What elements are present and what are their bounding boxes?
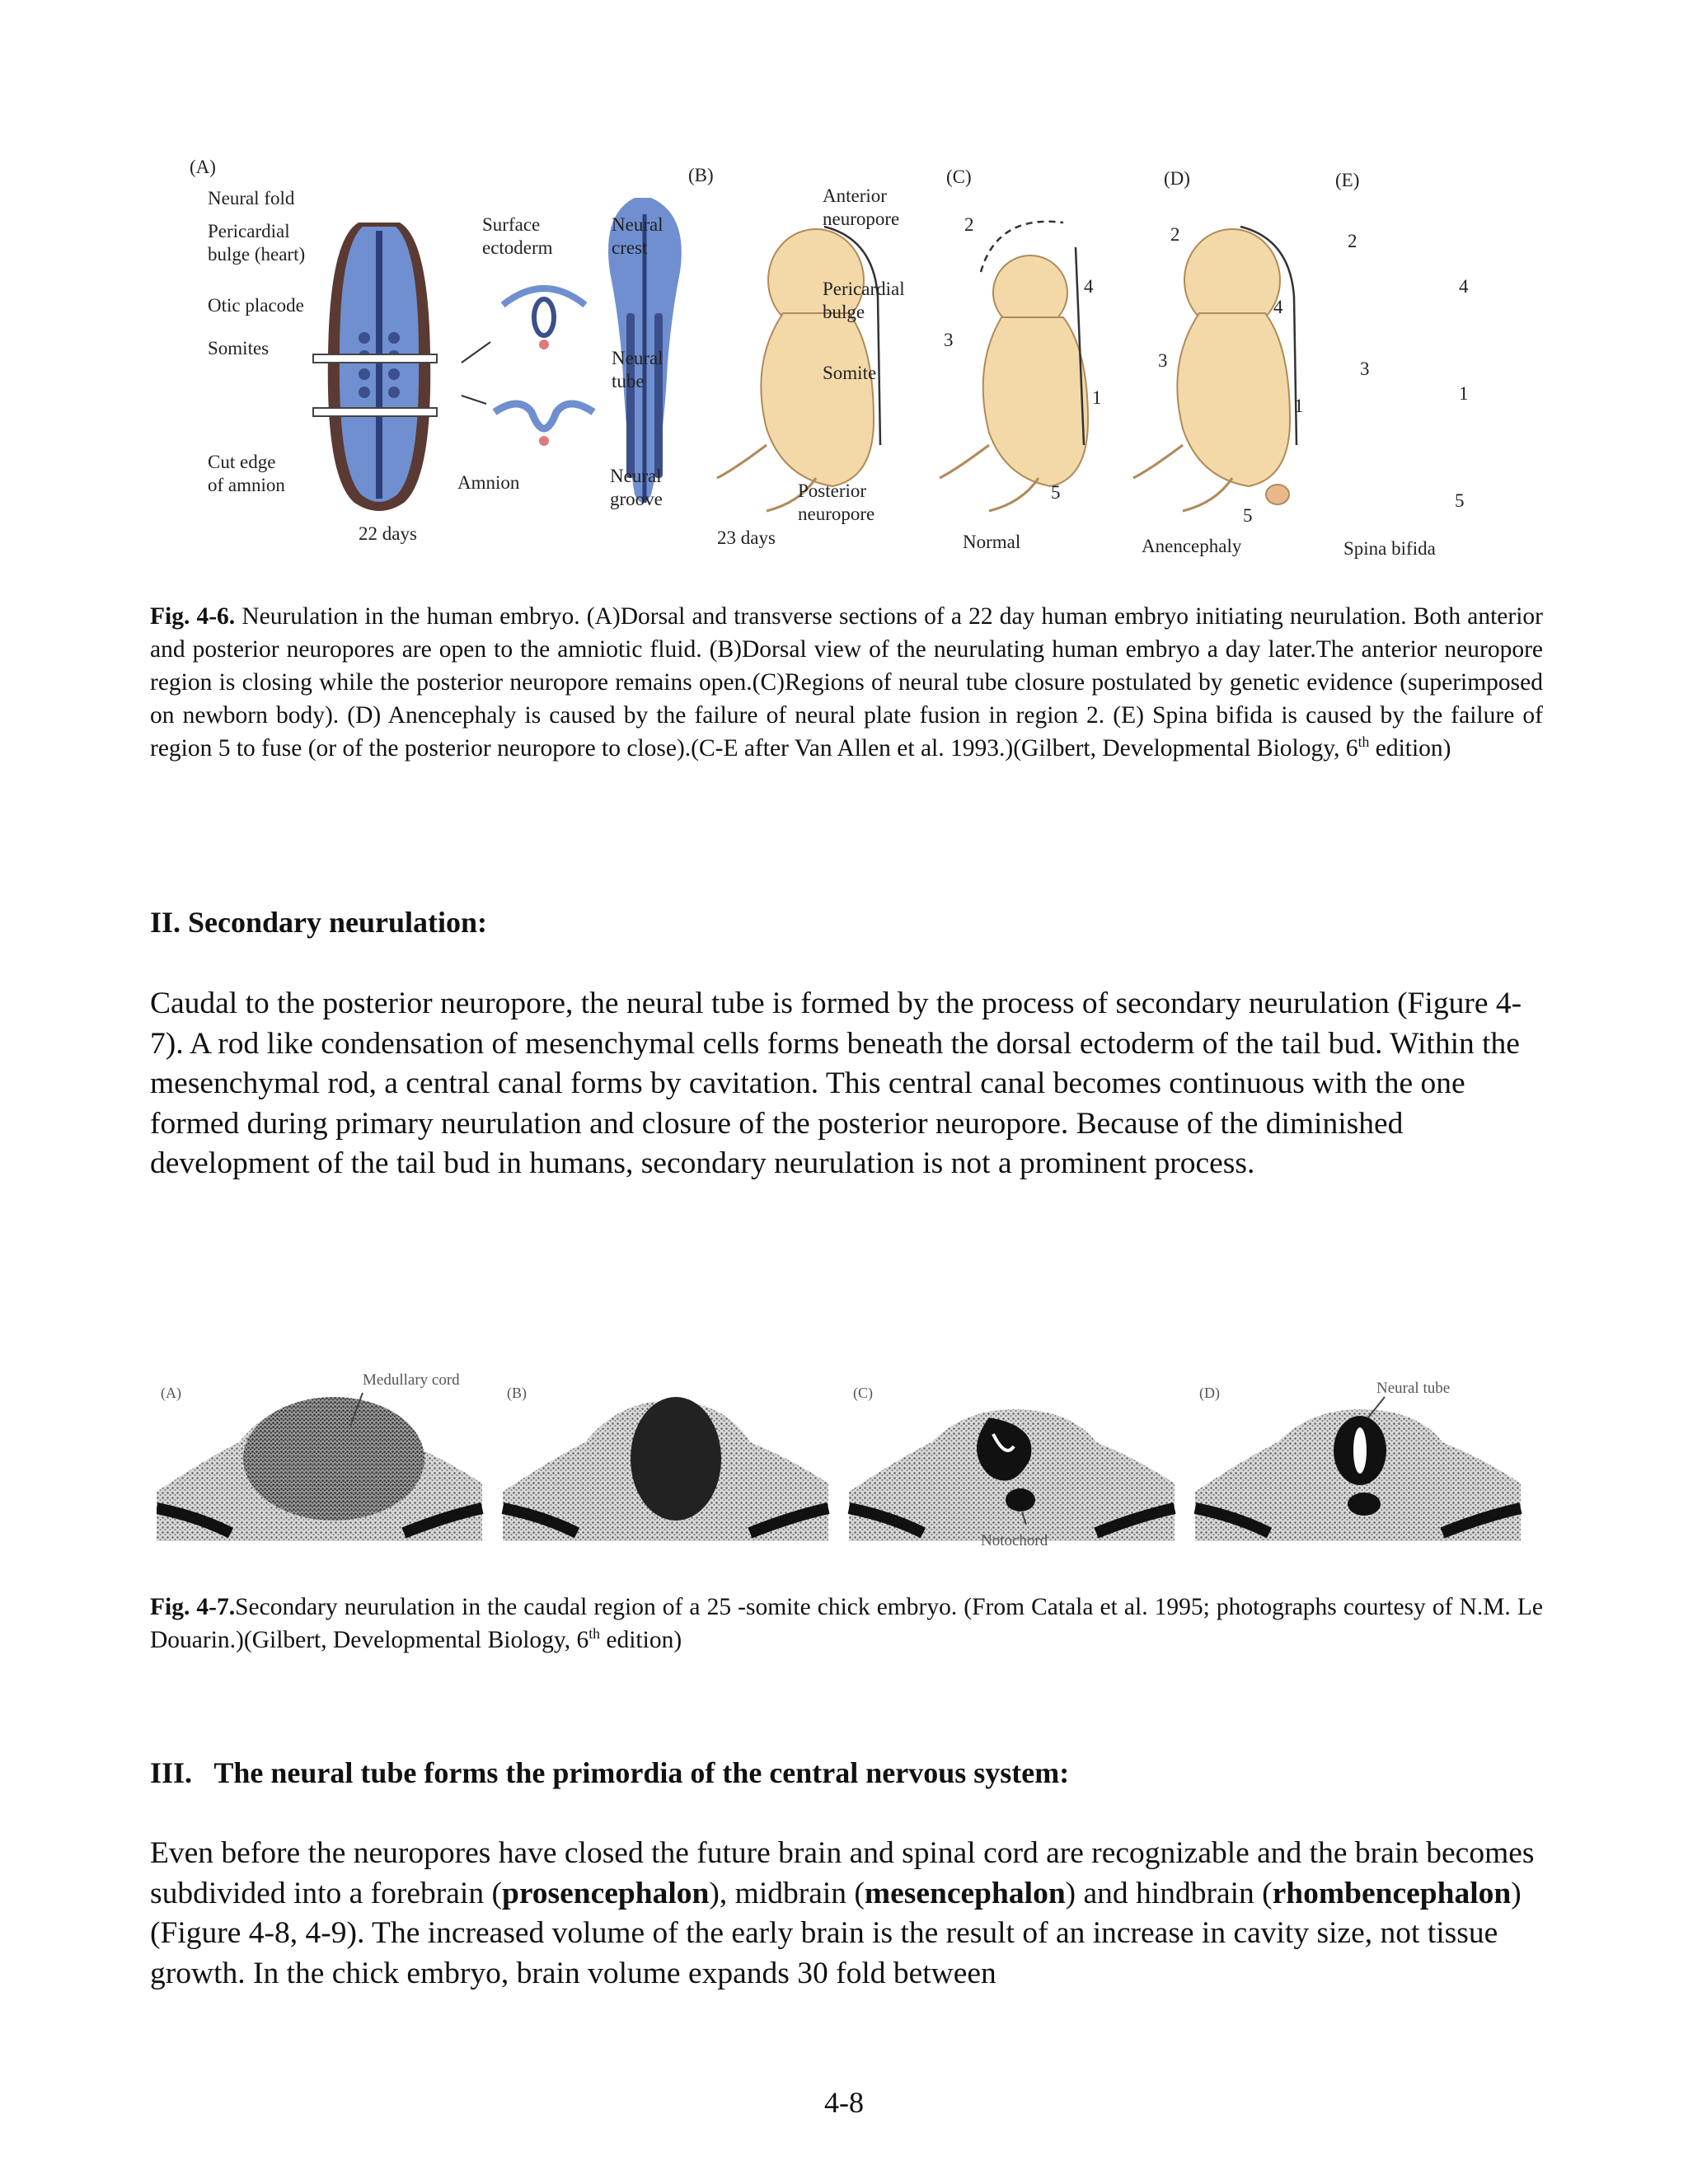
region-4-d: 4 [1273, 297, 1283, 317]
region-4-e: 4 [1459, 276, 1469, 297]
figure-4-6-caption-sup: th [1357, 733, 1370, 751]
panel-d-body [940, 222, 1088, 511]
section-2-heading: II. Secondary neurulation: [150, 906, 488, 939]
figure-4-7-panel-d-letter: (D) [1199, 1385, 1220, 1401]
section-3-heading: III. The neural tube forms the primordia of the central nervous system: [150, 1756, 1070, 1789]
figure-4-7-panel-c-image [849, 1409, 1175, 1541]
label-somite: Somite [823, 363, 877, 383]
panel-e-letter: (E) [1335, 170, 1360, 190]
region-1-d: 1 [1294, 396, 1304, 416]
section-3-text-1: Even before the neuropores have closed the future brain and spinal cord are recognizable and the brain becomes subdivided into a forebrain ( [150, 1836, 1535, 1910]
panel-a-letter: (A) [190, 157, 216, 177]
figure-4-7-panel-a-letter: (A) [161, 1385, 181, 1401]
figure-4-6-caption-text: Neurulation in the human embryo. (A)Dorsal and transverse sections of a 22 day human embryo initiating neurulation. Both anterior and posterior neuropores are open to the amniotic fluid. (B)Dorsal view of the neurulating human embryo a day later.The anterior neuropore region is closing while the posterior neuropore remains open.(C)Regions of neural tube closure postulated by genetic evidence (superimposed on newborn body). (D) Anencephaly is caused by the failure of neural plate fusion in region 2. (E) Spina bifida is caused by the failure of region 5 to fuse (or of the posterior neuropore to close).(C-E after Van Allen et al. 1993.)(Gilbert, Developmental Biology, 6 [150, 603, 1543, 762]
region-1-c: 1 [1092, 387, 1102, 408]
label-neural-crest-1: Neural [612, 214, 663, 235]
figure-4-7-caption [150, 1591, 1543, 1657]
figure-4-7-panel-b-letter: (B) [507, 1385, 527, 1401]
panel-b-letter: (B) [688, 165, 714, 185]
region-3-d: 3 [1158, 350, 1168, 371]
panel-e-caption: Spina bifida [1343, 538, 1436, 559]
panel-c-letter: (C) [946, 166, 972, 187]
label-pericardial-2: bulge (heart) [208, 244, 306, 265]
label-surface-ectoderm-2: ectoderm [482, 237, 553, 258]
label-cut-edge-1: Cut edge [208, 452, 276, 472]
region-3-c: 3 [944, 330, 954, 350]
panel-d-caption: Anencephaly [1142, 536, 1242, 556]
label-pericardial-b-2: bulge [823, 302, 865, 322]
label-neural-tube: Neural tube [1376, 1380, 1451, 1397]
figure-4-7-panel-b-image [503, 1397, 828, 1541]
figure-4-7-panel-a-image [157, 1397, 482, 1541]
label-surface-ectoderm-1: Surface [482, 214, 541, 235]
region-5-d: 5 [1243, 505, 1253, 526]
term-prosencephalon: prosencephalon [501, 1876, 710, 1910]
figure-4-7-panel-c-letter: (C) [853, 1385, 873, 1401]
section-3-text-4: ) (Figure 4-8, 4-9). The increased volume of the early brain is the result of an increase in cavity size, not tissue growth. In the chick embryo, brain volume expands 30 fold between [150, 1876, 1522, 1990]
term-mesencephalon: mesencephalon [864, 1876, 1066, 1910]
region-2-c: 2 [964, 214, 974, 235]
label-neural-groove-1: Neural [610, 466, 662, 486]
panel-a-embryo [313, 223, 437, 511]
figure-4-7 [157, 1368, 1525, 1558]
region-2-e: 2 [1348, 231, 1357, 251]
term-rhombencephalon: rhombencephalon [1272, 1876, 1512, 1910]
figure-4-7-caption-tail: edition) [600, 1627, 682, 1653]
panel-a-sections [462, 288, 593, 446]
region-5-e: 5 [1455, 490, 1465, 511]
label-posterior-neuropore-1: Posterior [798, 480, 867, 501]
label-neural-tube-1: Neural [612, 348, 663, 368]
figure-4-7-panel-d-image [1195, 1409, 1521, 1541]
page-number: 4-8 [824, 2086, 864, 2119]
label-pericardial-1: Pericardial [208, 221, 290, 241]
label-amnion: Amnion [457, 472, 520, 493]
label-cut-edge-2: of amnion [208, 475, 285, 495]
label-neural-crest-2: crest [612, 237, 648, 258]
figure-4-7-caption-sup: th [588, 1625, 601, 1643]
label-neural-fold: Neural fold [208, 188, 295, 209]
label-medullary-cord: Medullary cord [363, 1371, 460, 1389]
figure-4-7-caption-text: Secondary neurulation in the caudal region of a 25 -somite chick embryo. (From Catala et al. 1995; photographs courtesy of N.M. Le Douarin.)(Gilbert, Developmental Biology, 6 [150, 1594, 1543, 1653]
label-otic-placode: Otic placode [208, 295, 304, 316]
region-2-d: 2 [1170, 224, 1180, 245]
figure-4-6-caption-label: Fig. 4-6. [150, 603, 236, 630]
section-3-text-3: ) and hindbrain ( [1065, 1876, 1273, 1910]
figure-4-6-caption [150, 600, 1543, 765]
region-4-c: 4 [1084, 276, 1094, 297]
section-2-paragraph: Caudal to the posterior neuropore, the neural tube is formed by the process of secondary neurulation (Figure 4-7). A rod like condensation of mesenchymal cells forms beneath the dorsal ectoderm of the tail bud. Within the mesenchymal rod, a central canal forms by cavitation. This central canal becomes continuous with the one formed during primary neurulation and closure of the posterior neuropore. Because of the diminished development of the tail bud in humans, secondary neurulation is not a prominent process. [150, 987, 1522, 1180]
label-pericardial-b-1: Pericardial [823, 279, 905, 299]
panel-d-letter: (D) [1164, 168, 1190, 189]
panel-a-age: 22 days [359, 523, 417, 544]
region-1-e: 1 [1459, 383, 1469, 404]
label-notochord: Notochord [981, 1532, 1048, 1549]
panel-b-age: 23 days [717, 527, 776, 548]
label-neural-groove-2: groove [610, 489, 663, 509]
section-3-text-2: ), midbrain ( [709, 1876, 865, 1910]
figure-4-6-caption-tail: edition) [1369, 735, 1451, 762]
label-neural-tube-2: tube [612, 371, 645, 391]
panel-c-caption: Normal [963, 532, 1021, 552]
figure-4-7-caption-label: Fig. 4-7. [150, 1594, 236, 1620]
label-posterior-neuropore-2: neuropore [798, 504, 875, 524]
label-somites: Somites [208, 338, 270, 359]
label-anterior-neuropore-1: Anterior [823, 185, 887, 206]
label-anterior-neuropore-2: neuropore [823, 209, 900, 229]
figure-4-6 [190, 148, 1475, 577]
region-5-c: 5 [1051, 482, 1061, 503]
section-3-paragraph [150, 1834, 1551, 1994]
region-3-e: 3 [1360, 359, 1370, 379]
